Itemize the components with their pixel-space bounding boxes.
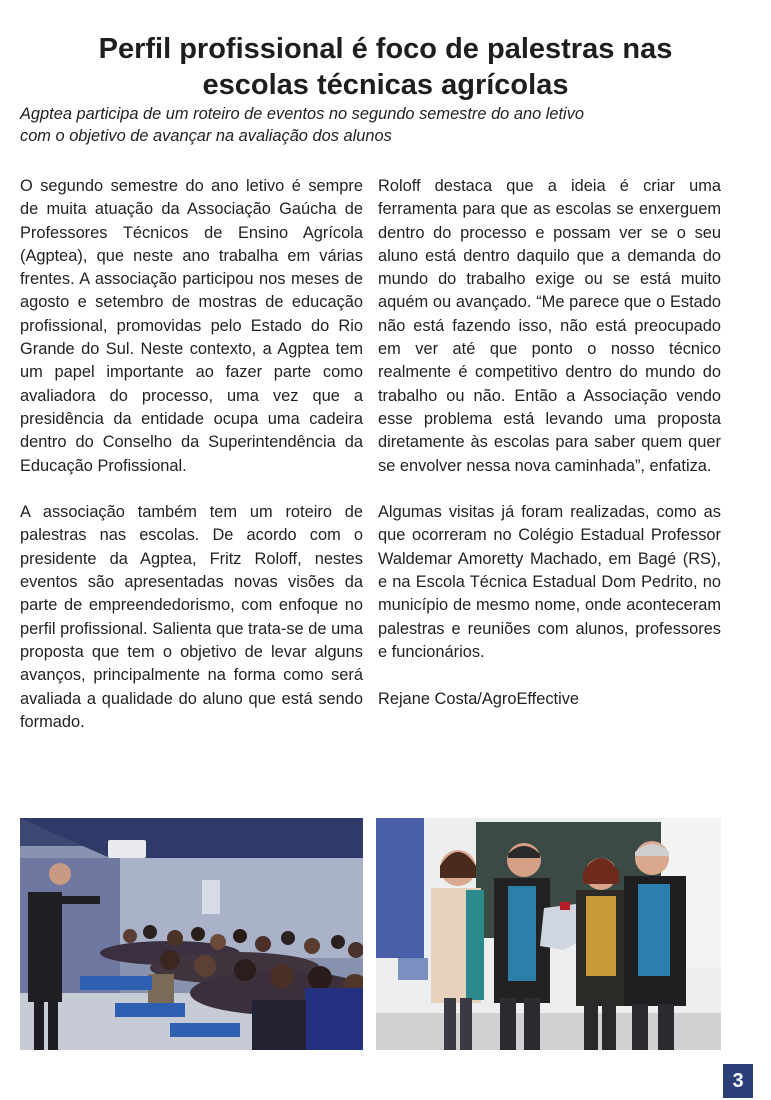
paragraph-2: A associação também tem um roteiro de palestras nas escolas. De acordo com o presidente da Agptea, Fritz Roloff, nestes eventos são apresentadas novas visões da parte de empreendedorismo, com enfoque no perfil profissional. Salienta que trata-se de uma proposta que tem o objetivo de levar alguns avanços, principalmente na forma como será avaliada a qualidade do aluno que está sendo formado.	[20, 503, 363, 731]
article-title	[20, 31, 751, 103]
author-signature: Rejane Costa/AgroEffective	[378, 689, 580, 708]
right-column	[378, 175, 721, 711]
paragraph-3: Roloff destaca que a ideia é criar uma ferramenta para que as escolas se enxerguem dentro do processo e possam ver se o seu aluno está dentro daquilo que a demanda do mundo do trabalho exige ou se está muito aquém ou avançado. “Me parece que o Estado não está fazendo isso, não está preocupado em ver até que ponto o nosso técnico realmente é competitivo dentro do mundo do trabalho ou não. Então a Associação vendo esse problema está levando uma proposta diretamente às escolas para saber quem quer se envolver nessa nova caminhada”, enfatiza.	[378, 177, 721, 475]
subtitle-line-2: com o objetivo de avançar na avaliação dos alunos	[20, 126, 392, 145]
title-line-1: Perfil profissional é foco de palestras nas	[98, 33, 673, 66]
classroom-lecture-photo	[20, 818, 363, 1050]
left-column	[20, 175, 363, 734]
page-number-badge: 3	[723, 1064, 753, 1098]
subtitle-line-1: Agptea participa de um roteiro de eventos no segundo semestre do ano letivo	[20, 105, 585, 123]
paragraph-1: O segundo semestre do ano letivo é sempre de muita atuação da Associação Gaúcha de Professores Técnicos de Ensino Agrícola (Agptea), que neste ano trabalha em várias frentes. A associação participou nos meses de agosto e setembro de mostras de educação profissional, promovidas pelo Estado do Rio Grande do Sul. Neste contexto, a Agptea tem um papel importante ao fazer parte como avaliadora do processo, uma vez que a presidência da entidade ocupa uma cadeira dentro do Conselho da Superintendência da Educação Profissional.	[20, 177, 363, 475]
article-subtitle	[20, 104, 740, 147]
title-line-2: escolas técnicas agrícolas	[202, 69, 569, 102]
group-portrait-photo	[376, 818, 721, 1050]
paragraph-4: Algumas visitas já foram realizadas, como as que ocorreram no Colégio Estadual Professor Waldemar Amoretty Machado, em Bagé (RS), e na Escola Técnica Estadual Dom Pedrito, no município de mesmo nome, onde aconteceram palestras e reuniões com alunos, professores e funcionários.	[378, 503, 721, 661]
